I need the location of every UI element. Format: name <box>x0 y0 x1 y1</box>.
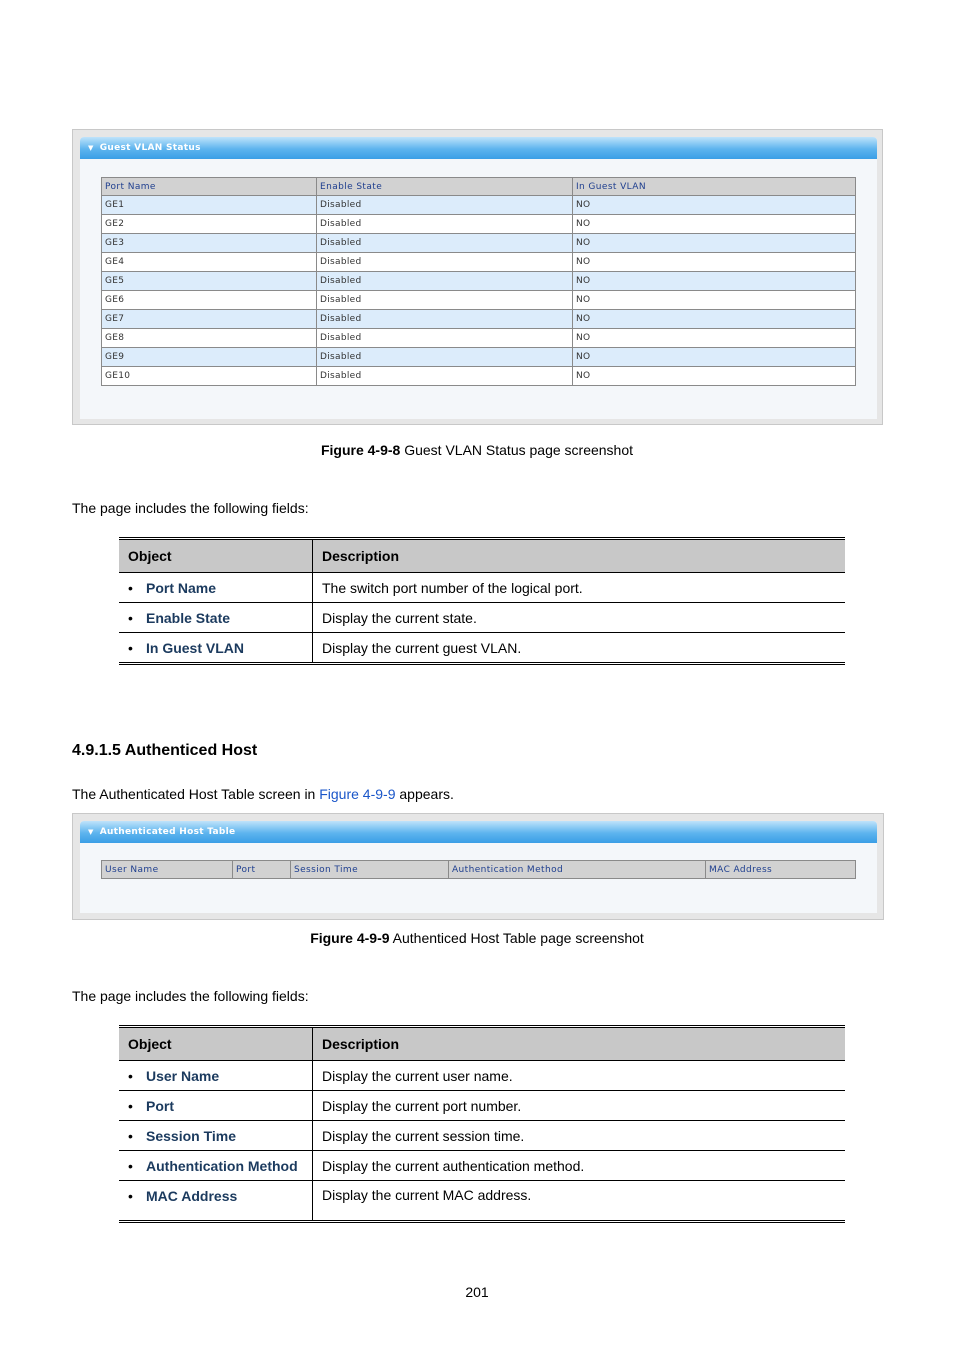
table-cell: Disabled <box>317 310 573 329</box>
field-description: Display the current port number. <box>313 1091 846 1121</box>
fields-table-1 <box>119 537 845 665</box>
table-cell: GE6 <box>102 291 317 310</box>
auth-host-screenshot <box>72 813 884 920</box>
column-header-port: Port <box>233 861 291 879</box>
field-description: Display the current user name. <box>313 1061 846 1091</box>
figure-caption-1: Figure 4-9-8 Guest VLAN Status page screenshot <box>320 442 634 458</box>
table-cell: NO <box>573 291 856 310</box>
table-cell: Disabled <box>317 253 573 272</box>
table-cell: GE5 <box>102 272 317 291</box>
column-header-authentication-method: Authentication Method <box>449 861 706 879</box>
table-row <box>102 348 856 367</box>
table-cell: GE1 <box>102 196 317 215</box>
guest-vlan-screenshot <box>72 129 883 425</box>
table-cell: GE3 <box>102 234 317 253</box>
table-cell: NO <box>573 329 856 348</box>
collapse-arrow-icon[interactable]: ▼ <box>88 828 94 836</box>
table-cell: Disabled <box>317 367 573 386</box>
fields-table-2 <box>119 1025 845 1223</box>
table-row <box>119 1061 845 1091</box>
field-description: Display the current state. <box>313 603 846 633</box>
column-header-session-time: Session Time <box>291 861 449 879</box>
table-cell: Disabled <box>317 196 573 215</box>
auth-host-panel-header[interactable]: ▼ Authenticated Host Table <box>80 821 877 843</box>
auth-host-table <box>101 860 856 879</box>
table-cell: Disabled <box>317 329 573 348</box>
table-cell: GE8 <box>102 329 317 348</box>
table-cell: Disabled <box>317 291 573 310</box>
header-description: Description <box>313 539 846 573</box>
table-cell: NO <box>573 367 856 386</box>
column-header-enable-state: Enable State <box>317 178 573 196</box>
guest-vlan-panel <box>80 137 877 419</box>
table-cell: Disabled <box>317 215 573 234</box>
column-header-mac-address: MAC Address <box>706 861 856 879</box>
figure-link[interactable]: Figure 4-9-9 <box>319 786 396 802</box>
field-description: Display the current MAC address. <box>313 1181 846 1222</box>
table-row <box>119 1121 845 1151</box>
table-row <box>102 291 856 310</box>
table-cell: NO <box>573 215 856 234</box>
bullet-icon: • <box>128 1097 133 1114</box>
collapse-arrow-icon[interactable]: ▼ <box>88 144 94 152</box>
field-description: Display the current guest VLAN. <box>313 633 846 664</box>
table-cell: NO <box>573 253 856 272</box>
table-cell: NO <box>573 234 856 253</box>
field-object: • Enable State <box>119 603 313 633</box>
field-object: • Authentication Method <box>119 1151 313 1181</box>
table-row <box>102 329 856 348</box>
guest-vlan-panel-header[interactable]: ▼ Guest VLAN Status <box>80 137 877 159</box>
intro-text-1: The page includes the following fields: <box>72 500 309 516</box>
table-row <box>119 1181 845 1222</box>
table-row <box>102 234 856 253</box>
table-cell: GE4 <box>102 253 317 272</box>
field-description: Display the current session time. <box>313 1121 846 1151</box>
section-sentence: The Authenticated Host Table screen in Figure 4-9-9 appears. <box>72 786 454 802</box>
field-description: Display the current authentication method. <box>313 1151 846 1181</box>
table-row <box>102 253 856 272</box>
table-cell: GE2 <box>102 215 317 234</box>
table-cell: NO <box>573 348 856 367</box>
table-row <box>102 367 856 386</box>
table-row <box>102 272 856 291</box>
guest-vlan-table <box>101 177 856 386</box>
table-row <box>119 603 845 633</box>
table-row <box>119 573 845 603</box>
table-row <box>102 196 856 215</box>
field-object: • Port <box>119 1091 313 1121</box>
header-object: Object <box>119 1027 313 1061</box>
field-object: • Session Time <box>119 1121 313 1151</box>
bullet-icon: • <box>128 1188 133 1204</box>
header-description: Description <box>313 1027 846 1061</box>
auth-host-panel <box>80 821 877 913</box>
bullet-icon: • <box>128 1067 133 1084</box>
bullet-icon: • <box>128 1157 133 1174</box>
table-row <box>102 215 856 234</box>
column-header-in-guest-vlan: In Guest VLAN <box>573 178 856 196</box>
figure-caption-2: Figure 4-9-9 Authenticed Host Table page screenshot <box>310 930 644 946</box>
bullet-icon: • <box>128 1127 133 1144</box>
table-row <box>119 633 845 664</box>
table-cell: GE10 <box>102 367 317 386</box>
bullet-icon: • <box>128 639 133 656</box>
page-number: 201 <box>465 1284 489 1300</box>
header-object: Object <box>119 539 313 573</box>
table-cell: NO <box>573 310 856 329</box>
intro-text-2: The page includes the following fields: <box>72 988 309 1004</box>
column-header-user-name: User Name <box>102 861 233 879</box>
table-cell: GE9 <box>102 348 317 367</box>
bullet-icon: • <box>128 579 133 596</box>
table-row <box>119 1091 845 1121</box>
field-object: • MAC Address <box>119 1181 313 1222</box>
table-cell: NO <box>573 272 856 291</box>
field-object: • User Name <box>119 1061 313 1091</box>
table-cell: Disabled <box>317 348 573 367</box>
section-heading: 4.9.1.5 Authenticed Host <box>72 742 258 759</box>
table-row <box>102 310 856 329</box>
field-object: • In Guest VLAN <box>119 633 313 664</box>
table-cell: Disabled <box>317 234 573 253</box>
field-description: The switch port number of the logical port. <box>313 573 846 603</box>
table-cell: NO <box>573 196 856 215</box>
table-cell: Disabled <box>317 272 573 291</box>
table-cell: GE7 <box>102 310 317 329</box>
table-row <box>119 1151 845 1181</box>
column-header-port-name: Port Name <box>102 178 317 196</box>
bullet-icon: • <box>128 609 133 626</box>
field-object: • Port Name <box>119 573 313 603</box>
